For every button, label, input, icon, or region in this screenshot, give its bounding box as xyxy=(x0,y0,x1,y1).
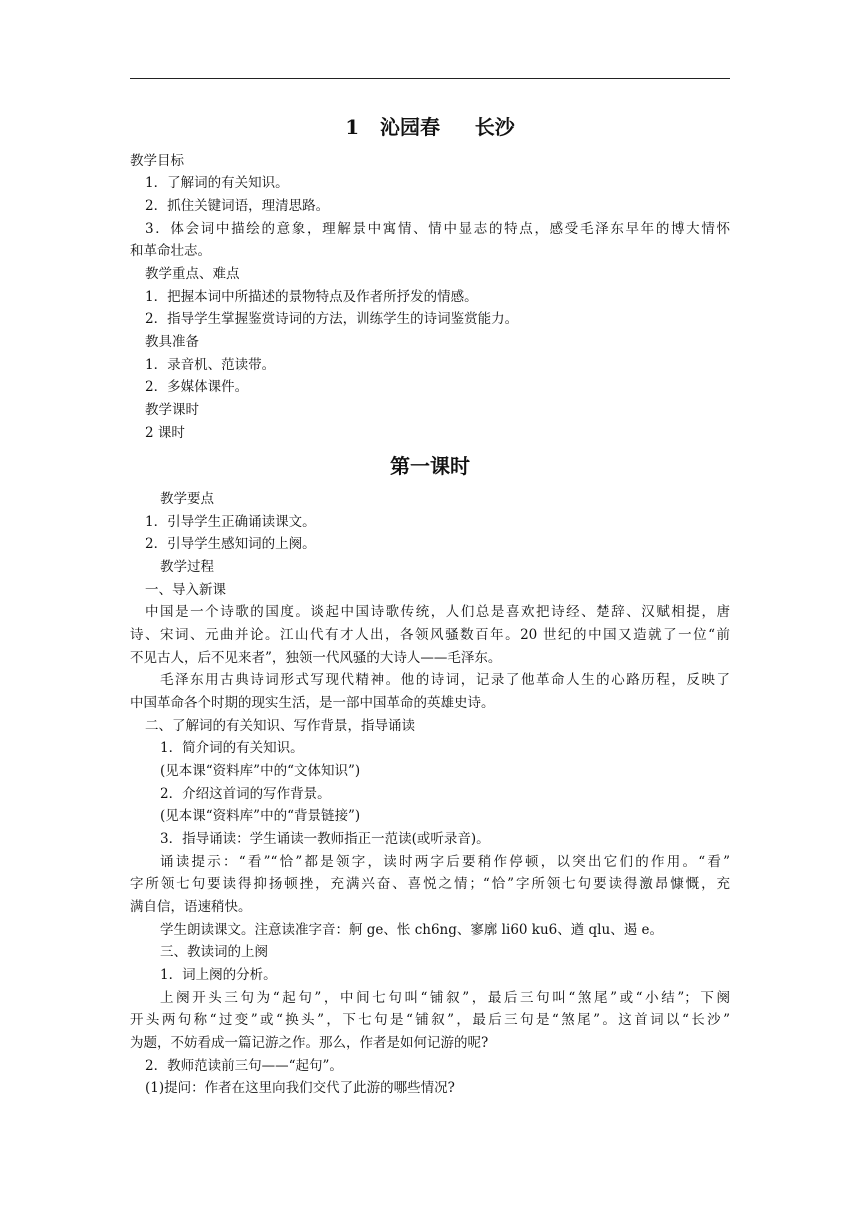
lesson-point-2: 2．引导学生感知词的上阕。 xyxy=(145,536,316,552)
reading-tips-line-2: 字所领七句要读得抑扬顿挫，充满兴奋、喜悦之情；“恰”字所领七句要读得激昂慷慨，充 xyxy=(130,876,730,892)
mao-para-line-2: 中国革命各个时期的现实生活，是一部中国革命的英雄史诗。 xyxy=(130,695,495,711)
step-1-heading: 一、导入新课 xyxy=(145,582,226,598)
question-1: (1)提问：作者在这里向我们交代了此游的哪些情况? xyxy=(145,1080,455,1096)
step-2-note-1: (见本课“资料库”中的“文体知识”) xyxy=(160,763,361,779)
heading-lesson-points: 教学要点 xyxy=(160,491,214,507)
reading-tips-line-1: 诵读提示：“看”“恰”都是领字，读时两字后要稍作停顿，以突出它们的作用。“看” xyxy=(160,854,730,870)
analysis-line-2: 开头两句称“过变”或“换头”，下七句是“铺叙”，最后三句是“煞尾”。这首词以“长沙” xyxy=(130,1012,730,1028)
step-2-item-3: 3．指导诵读：学生诵读一教师指正一范读(或听录音)。 xyxy=(160,831,490,847)
heading-teaching-goals: 教学目标 xyxy=(130,153,184,169)
analysis-line-3: 为题，不妨看成一篇记游之作。那么，作者是如何记游的呢? xyxy=(130,1035,489,1051)
aid-2: 2．多媒体课件。 xyxy=(145,379,249,395)
class-hours-value: 2 课时 xyxy=(145,425,185,441)
heading-teaching-process: 教学过程 xyxy=(160,559,214,575)
lesson-title: 1 沁园春 长沙 xyxy=(345,115,515,139)
step-3-heading: 三、教读词的上阕 xyxy=(160,944,268,960)
header-rule xyxy=(130,78,730,79)
intro-para-line-2: 诗、宋词、元曲并论。江山代有才人出，各领风骚数百年。20 世纪的中国又造就了一位“前 xyxy=(130,627,730,643)
heading-key-points: 教学重点、难点 xyxy=(145,266,240,282)
intro-para-line-3: 不见古人，后不见来者”，独领一代风骚的大诗人——毛泽东。 xyxy=(130,650,502,666)
analysis-line-1: 上阕开头三句为“起句”，中间七句叫“铺叙”，最后三句叫“煞尾”或“小结”；下阕 xyxy=(160,990,730,1006)
step-2-item-2: 2．介绍这首词的写作背景。 xyxy=(160,786,331,802)
lesson-point-1: 1．引导学生正确诵读课文。 xyxy=(145,514,316,530)
key-point-2: 2．指导学生掌握鉴赏诗词的方法，训练学生的诗词鉴赏能力。 xyxy=(145,311,519,327)
goal-3: 3．体会词中描绘的意象，理解景中寓情、情中显志的特点，感受毛泽东早年的博大情怀 xyxy=(145,221,730,237)
step-3-item-1: 1．词上阕的分析。 xyxy=(160,967,277,983)
mao-para-line-1: 毛泽东用古典诗词形式写现代精神。他的诗词，记录了他革命人生的心路历程，反映了 xyxy=(160,672,730,688)
goal-1: 1．了解词的有关知识。 xyxy=(145,175,289,191)
intro-para-line-1: 中国是一个诗歌的国度。谈起中国诗歌传统，人们总是喜欢把诗经、楚辞、汉赋相提，唐 xyxy=(145,604,730,620)
key-point-1: 1．把握本词中所描述的景物特点及作者所抒发的情感。 xyxy=(145,289,478,305)
step-2-heading: 二、了解词的有关知识、写作背景，指导诵读 xyxy=(145,718,415,734)
heading-class-hours: 教学课时 xyxy=(145,402,199,418)
goal-2: 2．抓住关键词语，理清思路。 xyxy=(145,198,330,214)
reading-tips-line-3: 满自信，语速稍快。 xyxy=(130,899,252,915)
section-title: 第一课时 xyxy=(390,454,470,478)
step-3-item-2: 2．教师范读前三句——“起句”。 xyxy=(145,1058,343,1074)
goal-3-cont: 和革命壮志。 xyxy=(130,243,211,259)
aid-1: 1．录音机、范读带。 xyxy=(145,357,276,373)
step-2-note-2: (见本课“资料库”中的“背景链接”) xyxy=(160,808,361,824)
step-2-item-1: 1．简介词的有关知识。 xyxy=(160,740,304,756)
heading-teaching-aids: 教具准备 xyxy=(145,334,199,350)
pronunciation-line: 学生朗读课文。注意读准字音：舸 ge、怅 ch6ng、寥廓 li60 ku6、遒 qlu、遏 e。 xyxy=(160,922,663,938)
